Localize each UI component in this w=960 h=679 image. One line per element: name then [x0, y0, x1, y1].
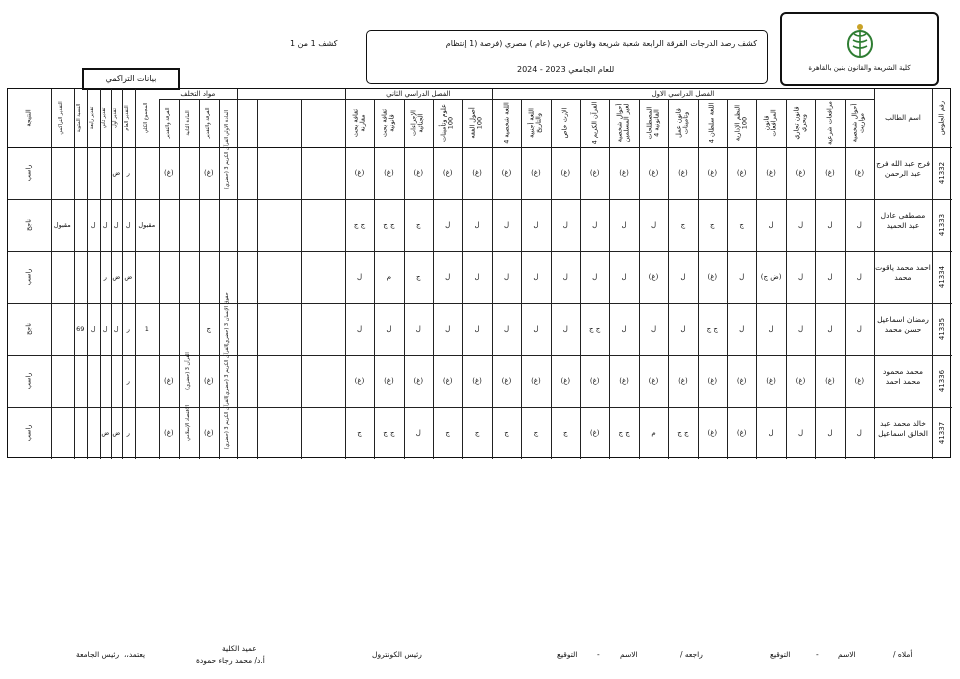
- summary-cell: ض: [112, 169, 121, 177]
- grade-cell: ل: [739, 325, 745, 333]
- grade-cell: ل: [856, 429, 862, 437]
- grade-cell: ج ج: [383, 221, 395, 229]
- carried-cell: (غ): [203, 429, 214, 437]
- carried-col-header: الفرقة والتقدير: [204, 107, 211, 139]
- grid-line: [756, 99, 757, 459]
- carried-cell: حقوق الإنسان 3 (حضري): [223, 292, 230, 346]
- subject-header: النظم الإدارية 100: [733, 104, 749, 142]
- grade-cell: ج: [416, 221, 421, 229]
- grid-line: [8, 303, 952, 304]
- carried-cell: القرآن الكريم 3 (حضري): [223, 136, 230, 190]
- summary-cell: ر: [126, 169, 130, 177]
- grade-cell: (غ): [825, 377, 835, 385]
- grid-line: [237, 89, 238, 459]
- grid-line: [100, 89, 101, 459]
- president-label: رئيس الجامعة: [76, 650, 120, 659]
- grade-cell: ج ج: [677, 429, 689, 437]
- grade-cell: (غ): [648, 377, 659, 385]
- grade-cell: (غ): [501, 169, 512, 177]
- student-name-cell: رمضان اسماعيل حسن محمد: [877, 314, 929, 334]
- summary-col-header: النسبة المئوية: [76, 103, 83, 133]
- result-cell: ناجح: [24, 218, 33, 232]
- grade-cell: ج: [533, 429, 539, 437]
- grade-cell: ل: [827, 325, 833, 333]
- summary-cell: مقبول: [53, 221, 71, 229]
- dean-label: عميد الكلية: [222, 644, 257, 653]
- grade-cell: ل: [797, 429, 804, 437]
- summary-col-header: المجموع الكلي: [142, 102, 149, 134]
- grid-line: [374, 99, 375, 459]
- grade-cell: ل: [474, 221, 480, 229]
- summary-cell: ض: [112, 273, 121, 281]
- name-label-1: الاسم: [838, 650, 856, 659]
- subject-header: ثقافة بحث مقارنة: [351, 108, 367, 138]
- result-cell: راسب: [24, 164, 33, 182]
- grid-line: [404, 99, 405, 459]
- summary-cell: مقبول: [138, 221, 156, 229]
- carried-cell: القرآن الكريم 3 (حضري): [223, 396, 230, 450]
- grid-line: [199, 99, 200, 459]
- summary-cell: ر: [126, 429, 130, 437]
- grade-cell: ل: [797, 221, 804, 229]
- grade-cell: (غ): [560, 169, 571, 177]
- summary-cell: ض: [112, 429, 121, 437]
- grid-line: [551, 99, 552, 459]
- summary-cell: 69: [76, 325, 85, 333]
- summary-col-header: تقدير اول: [112, 108, 119, 128]
- grade-cell: ج ج: [706, 325, 718, 333]
- grid-line: [301, 99, 302, 459]
- grade-cell: ل: [797, 273, 804, 281]
- subject-header: أصول الفقه 100: [468, 107, 485, 139]
- grid-line: [698, 99, 699, 459]
- seat-number-cell: 41334: [937, 265, 946, 289]
- grade-cell: ل: [415, 429, 421, 437]
- sign-label-1: التوقيع: [770, 650, 791, 659]
- summary-cell: ر: [126, 377, 130, 385]
- grade-cell: ل: [503, 325, 510, 333]
- grade-cell: ل: [445, 221, 451, 229]
- grade-cell: (غ): [619, 169, 629, 177]
- grade-cell: (غ): [766, 169, 776, 177]
- grade-cell: (غ): [442, 377, 453, 385]
- grid-line: [609, 99, 610, 459]
- result-header: النتيجة: [24, 109, 33, 127]
- summary-cell: ر: [126, 325, 130, 333]
- subject-header: قانون تجاري وبحري: [792, 106, 808, 140]
- dash-1: -: [816, 650, 819, 659]
- carried-cell: الاقتصاد الإسلامي: [184, 404, 191, 442]
- grid-line: [492, 99, 493, 459]
- seat-number-cell: 41337: [937, 421, 946, 445]
- grade-cell: ل: [856, 325, 862, 333]
- grade-cell: (غ): [354, 169, 365, 177]
- grid-line: [179, 99, 180, 459]
- grade-cell: ل: [827, 429, 833, 437]
- grid-line: [8, 355, 952, 356]
- sheet-title: كشف رصد الدرجات الفرقة الرابعة شعبة شريعة وقانون عربي (عام ) مصري (فرصة (1 إنتظام: [445, 39, 757, 48]
- grade-cell: (غ): [531, 169, 541, 177]
- grade-cell: (غ): [707, 377, 718, 385]
- sheet-number: كشف 1 من 1: [290, 39, 338, 48]
- grid-line: [122, 89, 123, 459]
- college-name: كلية الشريعة والقانون بنين بالقاهرة: [808, 64, 911, 72]
- grade-cell: ل: [621, 273, 627, 281]
- student-name-cell: خالد محمد عبد الخالق اسماعيل: [878, 418, 928, 438]
- grade-cell: ل: [445, 273, 451, 281]
- subject-header: مرافعات شرعية: [825, 101, 834, 145]
- grade-cell: ج: [474, 429, 480, 437]
- grade-cell: ل: [415, 325, 421, 333]
- grade-cell: (غ): [825, 169, 835, 177]
- carried-subjects-header: مواد التخلف: [180, 90, 216, 98]
- grid-line: [580, 99, 581, 459]
- result-cell: راسب: [24, 372, 33, 390]
- carried-col-header: المادة الاولي: [223, 109, 230, 137]
- subject-header: قانون المرافعات: [762, 109, 779, 137]
- title-box: [366, 30, 768, 84]
- approved-label: يعتمد،،: [124, 650, 146, 659]
- carried-cell: (غ): [163, 429, 174, 437]
- grade-cell: ج: [739, 221, 744, 229]
- summary-cell: ض: [124, 273, 133, 281]
- subject-header: الإجراءات الجنائية: [409, 110, 426, 136]
- grade-cell: (غ): [795, 169, 806, 177]
- grade-cell: ج: [445, 429, 450, 437]
- college-logo-box: [780, 12, 939, 86]
- grade-cell: (ض ج): [760, 273, 782, 281]
- grade-cell: (غ): [707, 273, 718, 281]
- grade-cell: (غ): [354, 377, 365, 385]
- grid-line: [257, 99, 258, 459]
- subject-header: القرآن الكريم 4: [589, 101, 598, 145]
- grid-line: [219, 99, 220, 459]
- grid-line: [462, 99, 463, 459]
- grade-cell: ج: [416, 273, 421, 281]
- reviewed-label: راجعه /: [680, 650, 703, 659]
- grades-table: [7, 88, 951, 458]
- grid-line: [8, 147, 952, 148]
- student-name-cell: فرج عبد الله فرج عبد الرحمن: [876, 158, 930, 178]
- result-cell: راسب: [24, 424, 33, 442]
- grid-line: [932, 89, 933, 459]
- grade-cell: ج ج: [353, 221, 366, 229]
- summary-cell: ل: [113, 221, 119, 229]
- grade-cell: ج ج: [589, 325, 601, 333]
- grade-cell: (غ): [736, 429, 747, 437]
- carried-cell: (غ): [203, 377, 214, 385]
- grade-cell: (غ): [531, 377, 541, 385]
- grade-cell: (غ): [501, 377, 512, 385]
- summary-col-header: تقدير ثاني: [101, 107, 108, 129]
- summary-col-header: تقدير رابعة: [89, 106, 96, 130]
- subject-header: قانون عمل وتأمينات: [674, 108, 690, 138]
- grade-cell: م: [651, 429, 656, 437]
- grade-cell: ل: [474, 325, 480, 333]
- grid-line: [51, 89, 52, 459]
- grade-cell: ل: [562, 325, 568, 333]
- grade-cell: ل: [768, 325, 774, 333]
- grade-cell: ل: [827, 273, 833, 281]
- grade-cell: (غ): [707, 429, 718, 437]
- seat-number-header: رقم الجلوس: [937, 100, 946, 136]
- grade-cell: ل: [768, 221, 774, 229]
- grade-cell: (غ): [589, 377, 600, 385]
- term1-header: الفصل الدراسي الاول: [651, 90, 715, 98]
- seat-number-cell: 41335: [937, 317, 946, 341]
- grade-cell: (غ): [736, 169, 747, 177]
- grid-line: [521, 99, 522, 459]
- grade-cell: ل: [592, 221, 598, 229]
- grade-cell: (غ): [472, 169, 482, 177]
- college-logo-icon: [842, 22, 878, 62]
- grid-line: [845, 99, 846, 459]
- grade-cell: ل: [533, 325, 539, 333]
- sign-label-2: التوقيع: [557, 650, 578, 659]
- grade-cell: (غ): [854, 169, 865, 177]
- subject-header: ثقافة بحث قانونية: [380, 108, 396, 138]
- grade-cell: ل: [680, 273, 686, 281]
- dictated-label: أملاه /: [893, 650, 913, 659]
- grade-cell: (غ): [589, 429, 600, 437]
- summary-cell: ل: [102, 221, 108, 229]
- student-name-cell: محمد محمود محمد احمد: [883, 366, 923, 386]
- grade-cell: (غ): [413, 169, 424, 177]
- grade-cell: ل: [503, 221, 510, 229]
- grade-cell: ل: [621, 325, 627, 333]
- grade-cell: ج: [710, 221, 715, 229]
- result-cell: راسب: [24, 268, 33, 286]
- grade-cell: (غ): [766, 377, 776, 385]
- summary-cell: ل: [125, 221, 131, 229]
- seat-number-cell: 41333: [937, 213, 946, 237]
- grid-line: [345, 89, 346, 459]
- grade-cell: م: [386, 273, 392, 281]
- carried-cell: القرآن الكريم 3 (حضري): [223, 344, 230, 398]
- carried-cell: (غ): [203, 169, 214, 177]
- summary-cell: 1: [144, 325, 149, 333]
- grid-line: [87, 89, 88, 459]
- grade-cell: ج ج: [383, 429, 395, 437]
- carried-col-header: الفرقة والتقدير: [164, 107, 171, 139]
- grade-cell: (غ): [736, 377, 747, 385]
- grade-cell: (غ): [678, 169, 688, 177]
- result-cell: ناجح: [24, 322, 33, 336]
- dash-2: -: [597, 650, 600, 659]
- subject-header: أحوال شخصية لغير المسلمين: [615, 103, 632, 143]
- seat-number-cell: 41332: [937, 161, 946, 185]
- grade-cell: (غ): [560, 377, 571, 385]
- grid-line: [74, 89, 75, 459]
- dean-name: أ.د/ محمد رجاء حمودة: [196, 656, 265, 665]
- name-label-2: الاسم: [620, 650, 638, 659]
- subject-header: الإرث خاص: [560, 107, 569, 139]
- grade-cell: ل: [797, 325, 804, 333]
- grade-cell: ل: [356, 325, 363, 333]
- controller-label: رئيس الكونترول: [372, 650, 422, 659]
- grade-cell: ل: [474, 273, 480, 281]
- summary-cell: ض: [101, 429, 110, 437]
- grade-cell: (غ): [384, 169, 394, 177]
- grid-line: [159, 99, 160, 459]
- grade-cell: ج ج: [618, 429, 630, 437]
- grade-cell: ل: [827, 221, 833, 229]
- term2-header: الفصل الدراسي الثاني: [386, 90, 451, 98]
- carried-cell: (غ): [163, 377, 174, 385]
- grade-cell: ل: [621, 221, 627, 229]
- grade-cell: (غ): [854, 377, 865, 385]
- summary-cell: ل: [113, 325, 119, 333]
- grade-cell: ل: [503, 273, 510, 281]
- grid-line: [786, 99, 787, 459]
- summary-cell: ر: [103, 273, 107, 281]
- grade-cell: ل: [562, 221, 568, 229]
- grid-line: [159, 99, 237, 100]
- grade-cell: ل: [856, 273, 862, 281]
- grade-cell: ل: [386, 325, 392, 333]
- cumulative-data-box: بيانات التراكمي: [82, 68, 180, 90]
- grid-line: [727, 99, 728, 459]
- grade-cell: (غ): [589, 169, 600, 177]
- carried-cell: (غ): [163, 169, 174, 177]
- grid-line: [815, 99, 816, 459]
- grade-cell: (غ): [648, 169, 659, 177]
- summary-cell: ل: [102, 325, 108, 333]
- summary-cell: ل: [90, 221, 96, 229]
- grade-cell: ل: [533, 273, 539, 281]
- grade-cell: (غ): [707, 169, 718, 177]
- grade-cell: (غ): [442, 169, 453, 177]
- subject-header: أحوال شخصية مواريث: [850, 103, 867, 143]
- subject-header: المصطلحات القانونية 4: [645, 106, 661, 140]
- student-name-cell: مصطفى عادل عبد الحميد: [880, 210, 926, 230]
- grade-cell: (غ): [619, 377, 629, 385]
- grid-line: [492, 89, 493, 99]
- summary-cell: ل: [90, 325, 96, 333]
- grid-line: [237, 99, 345, 100]
- grade-cell: ل: [856, 221, 862, 229]
- grade-cell: ل: [768, 429, 774, 437]
- grid-line: [135, 89, 136, 459]
- grade-cell: ج: [680, 221, 686, 229]
- grade-cell: (غ): [795, 377, 806, 385]
- grade-cell: ج: [504, 429, 509, 437]
- subject-header: اللغة شخصية 4: [501, 102, 510, 144]
- grade-cell: ل: [650, 221, 657, 229]
- grade-cell: (غ): [384, 377, 394, 385]
- grade-cell: ل: [650, 325, 657, 333]
- grade-cell: ل: [533, 221, 539, 229]
- carried-cell: ج: [206, 325, 212, 333]
- subject-header: علوم وتأمينات 100: [439, 104, 455, 142]
- grade-cell: (غ): [413, 377, 424, 385]
- student-name-header: اسم الطالب: [885, 114, 921, 122]
- grade-cell: (غ): [472, 377, 482, 385]
- academic-year: للعام الجامعي 2023 - 2024: [517, 65, 615, 74]
- grade-cell: ل: [680, 325, 686, 333]
- grade-cell: ج: [357, 429, 362, 437]
- grade-cell: (غ): [648, 273, 659, 281]
- grid-line: [8, 251, 952, 252]
- carried-cell: القرآن 3 (حضري): [184, 352, 191, 390]
- subject-header: اللغة أجنبية والتاريخ: [527, 108, 543, 138]
- grade-cell: ل: [592, 273, 598, 281]
- grade-cell: ل: [562, 273, 568, 281]
- grade-cell: ل: [356, 273, 363, 281]
- seat-number-cell: 41336: [937, 369, 946, 393]
- summary-col-header: التقدير التراكمي: [58, 101, 65, 135]
- carried-col-header: المادة الثانية: [184, 110, 191, 136]
- student-name-cell: احمد محمد ياقوت محمد: [875, 262, 931, 282]
- grade-cell: ل: [739, 273, 745, 281]
- summary-col-header: التقدير العام: [124, 105, 131, 131]
- grade-cell: ل: [445, 325, 451, 333]
- grid-line: [8, 199, 952, 200]
- grid-line: [668, 99, 669, 459]
- grid-line: [8, 407, 952, 408]
- subject-header: اللغة سلطان 4: [707, 102, 716, 144]
- grade-cell: (غ): [678, 377, 688, 385]
- grid-line: [639, 99, 640, 459]
- grid-line: [433, 99, 434, 459]
- grade-cell: ج: [563, 429, 568, 437]
